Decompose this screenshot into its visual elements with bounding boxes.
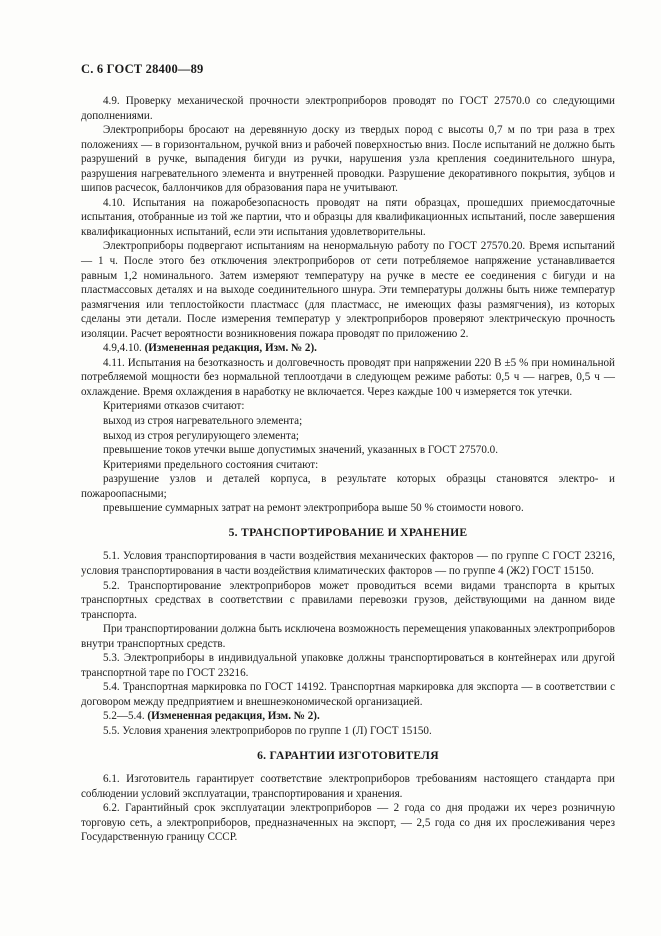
paragraph: 6.1. Изготовитель гарантирует соответствие электроприборов требованиям настоящего стандарта при соблюдении условий эксплуатации, транспортирования и хранения.: [81, 773, 615, 800]
paragraph: Критериями предельного состояния считают:: [103, 458, 319, 471]
paragraph: 5.4. Транспортная маркировка по ГОСТ 14192. Транспортная маркировка для экспорта — в соответствии с договором между предприятием и внешнеэкономической организацией.: [81, 681, 615, 708]
paragraph: 4.11. Испытания на безотказность и долговечность проводят при напряжении 220 В ±5 % при номинальной потребляемой мощности без нормальной теплоотдачи в следующем режиме работы: 0,5 ч — нагрев, 0,5 ч — охлаждение. Время охлаждения в наработку не включается. Через каждые 100 ч измеряется ток утечки.: [81, 356, 615, 398]
amendment-label: (Измененная редакция, Изм. № 2).: [144, 342, 317, 355]
amendment-note: [81, 341, 615, 356]
section-title: 5. ТРАНСПОРТИРОВАНИЕ И ХРАНЕНИЕ: [228, 525, 468, 539]
amendment-label: (Измененная редакция, Изм. № 2).: [147, 710, 320, 723]
paragraph: 5.5. Условия хранения электроприборов по группе 1 (Л) ГОСТ 15150.: [103, 724, 432, 737]
paragraph: При транспортировании должна быть исключена возможность перемещения упакованных электроприборов внутри транспортных средств.: [81, 623, 615, 650]
paragraph: 5.2. Транспортирование электроприборов может проводиться всеми видами транспорта в крытых транспортных средствах в соответствии с правилами перевозки грузов, действующими на данном виде транспорта.: [81, 579, 615, 621]
paragraph: Критериями отказов считают:: [103, 400, 245, 413]
list-item: превышение суммарных затрат на ремонт электроприбора выше 50 % стоимости нового.: [103, 502, 524, 515]
paragraph: Электроприборы бросают на деревянную доску из твердых пород с высоты 0,7 м по три раза в трех положениях — в горизонтальном, ручкой вниз и рабочей поверхностью вниз. После испытаний не должно быть разрушений в ручке, выпадения бигуди из ручки, нарушения узла крепления соединительного шнура, разрушения нагревательного элемента и внутренней проводки. Разрушение декоративного покрытия, зубцов и шипов расчесок, баллончиков для образования пара не учитывают.: [81, 124, 615, 195]
list-item: выход из строя нагревательного элемента;: [103, 415, 303, 428]
document-body: [81, 94, 615, 845]
amendment-ref: 5.2—5.4.: [103, 710, 145, 723]
paragraph: 5.1. Условия транспортирования в части воздействия механических факторов — по группе С ГОСТ 23216, условия транспортирования в части воздействия климатических факторов — по группе 4 (Ж2) ГОСТ 15150.: [81, 550, 615, 577]
page-header: С. 6 ГОСТ 28400—89: [81, 62, 204, 76]
paragraph: 4.10. Испытания на пожаробезопасность проводят на пяти образцах, прошедших приемосдаточные испытания, отобранные из той же партии, что и образцы для квалификационных испытаний, после завершения квалификационных испытаний, если эти испытания удовлетворительны.: [81, 196, 615, 238]
paragraph: 5.3. Электроприборы в индивидуальной упаковке должны транспортироваться в контейнерах или другой транспортной таре по ГОСТ 23216.: [81, 652, 615, 679]
paragraph: 4.9. Проверку механической прочности электроприборов проводят по ГОСТ 27570.0 со следующими дополнениями.: [81, 95, 615, 122]
amendment-note: [81, 709, 615, 724]
paragraph: Электроприборы подвергают испытаниям на ненормальную работу по ГОСТ 27570.20. Время испытаний — 1 ч. После этого без отключения электроприборов от сети потребляемое напряжение устанавливается равным 1,2 номинального. Затем измеряют температуру на ручке в месте ее соединения с бигуди и на пластмассовых деталях и на выходе соединительного шнура. Эти температуры должны быть ниже температур размягчения или теплостойкости пластмасс (для пластмасс, не имеющих фазы размягчения), из которых сделаны эти детали. После измерения температур у электроприборов проверяют электрическую прочность изоляции. Расчет вероятности возникновения пожара проводят по приложению 2.: [81, 240, 615, 340]
amendment-ref: 4.9,4.10.: [103, 342, 142, 355]
list-item: разрушение узлов и деталей корпуса, в результате которых образцы становятся электро- и пожароопасными;: [81, 473, 615, 500]
list-item: выход из строя регулирующего элемента;: [103, 429, 299, 442]
paragraph: 6.2. Гарантийный срок эксплуатации электроприборов — 2 года со дня продажи их через розничную торговую сеть, а электроприборов, предназначенных на экспорт, — 2,5 года со дня их прослеживания через Государственную границу СССР.: [81, 802, 615, 844]
section-title: 6. ГАРАНТИИ ИЗГОТОВИТЕЛЯ: [257, 748, 439, 762]
list-item: превышение токов утечки выше допустимых значений, указанных в ГОСТ 27570.0.: [103, 444, 498, 457]
